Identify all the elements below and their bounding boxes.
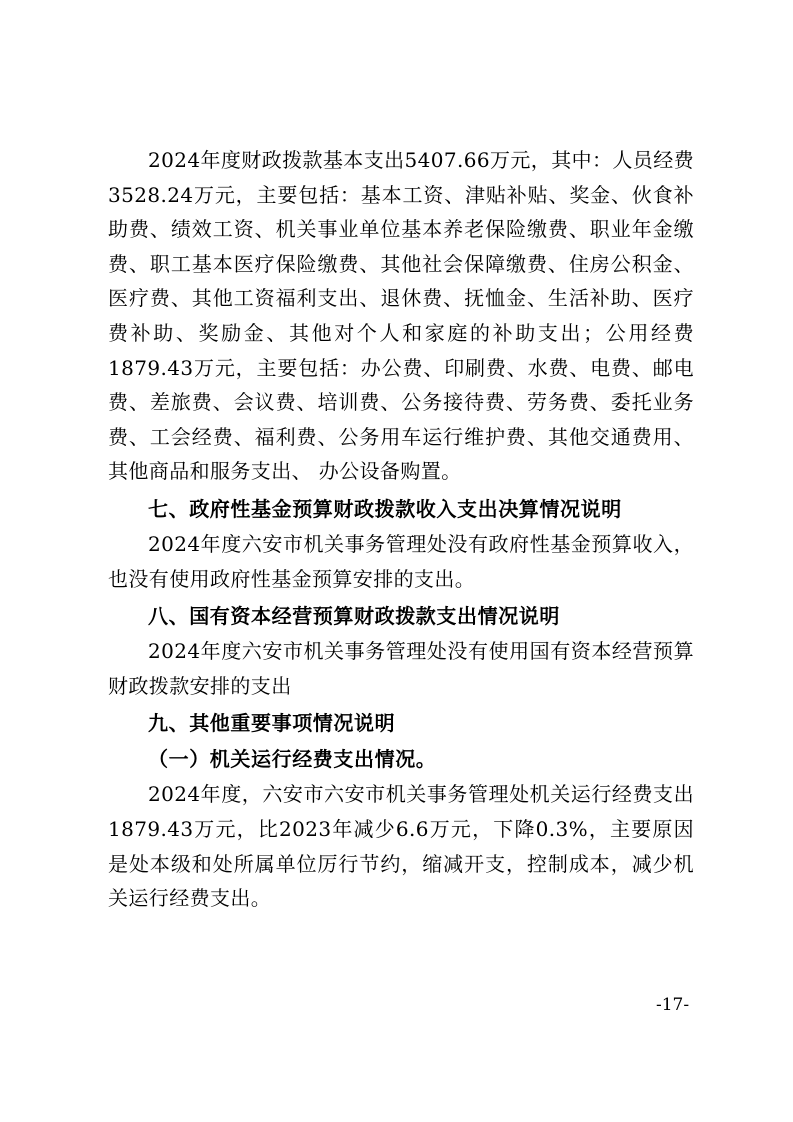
paragraph-section-9-1: 2024年度，六安市六安市机关事务管理处机关运行经费支出1879.43万元，比2023年减少6.6万元，下降0.3%，主要原因是处本级和处所属单位厉行节约，缩减开支，控制成本，减少机关运行经费支出。: [108, 782, 694, 911]
page-number: -17-: [656, 995, 690, 1015]
heading-section-9: 九、其他重要事项情况说明: [148, 711, 396, 736]
paragraph-section-7: 2024年度六安市机关事务管理处没有政府性基金预算收入，也没有使用政府性基金预算安排的支出。: [108, 531, 694, 591]
paragraph-basic-expenditure: 2024年度财政拨款基本支出5407.66万元，其中：人员经费3528.24万元，主要包括：基本工资、津贴补贴、奖金、伙食补助费、绩效工资、机关事业单位基本养老保险缴费、职业年金缴费、职工基本医疗保险缴费、其他社会保障缴费、住房公积金、医疗费、其他工资福利支出、退休费、抚恤金、生活补助、医疗费补助、奖励金、其他对个人和家庭的补助支出；公用经费1879.43万元，主要包括：办公费、印刷费、水费、电费、邮电费、差旅费、会议费、培训费、公务接待费、劳务费、委托业务费、工会经费、福利费、公务用车运行维护费、其他交通费用、其他商品和服务支出、 办公设备购置。: [108, 148, 695, 484]
heading-section-9-1: （一）机关运行经费支出情况。: [148, 747, 437, 772]
heading-section-8: 八、国有资本经营预算财政拨款支出情况说明: [148, 604, 560, 629]
paragraph-section-8: 2024年度六安市机关事务管理处没有使用国有资本经营预算财政拨款安排的支出: [108, 639, 694, 698]
heading-section-7: 七、政府性基金预算财政拨款收入支出决算情况说明: [148, 496, 622, 521]
document-body: [108, 143, 694, 916]
